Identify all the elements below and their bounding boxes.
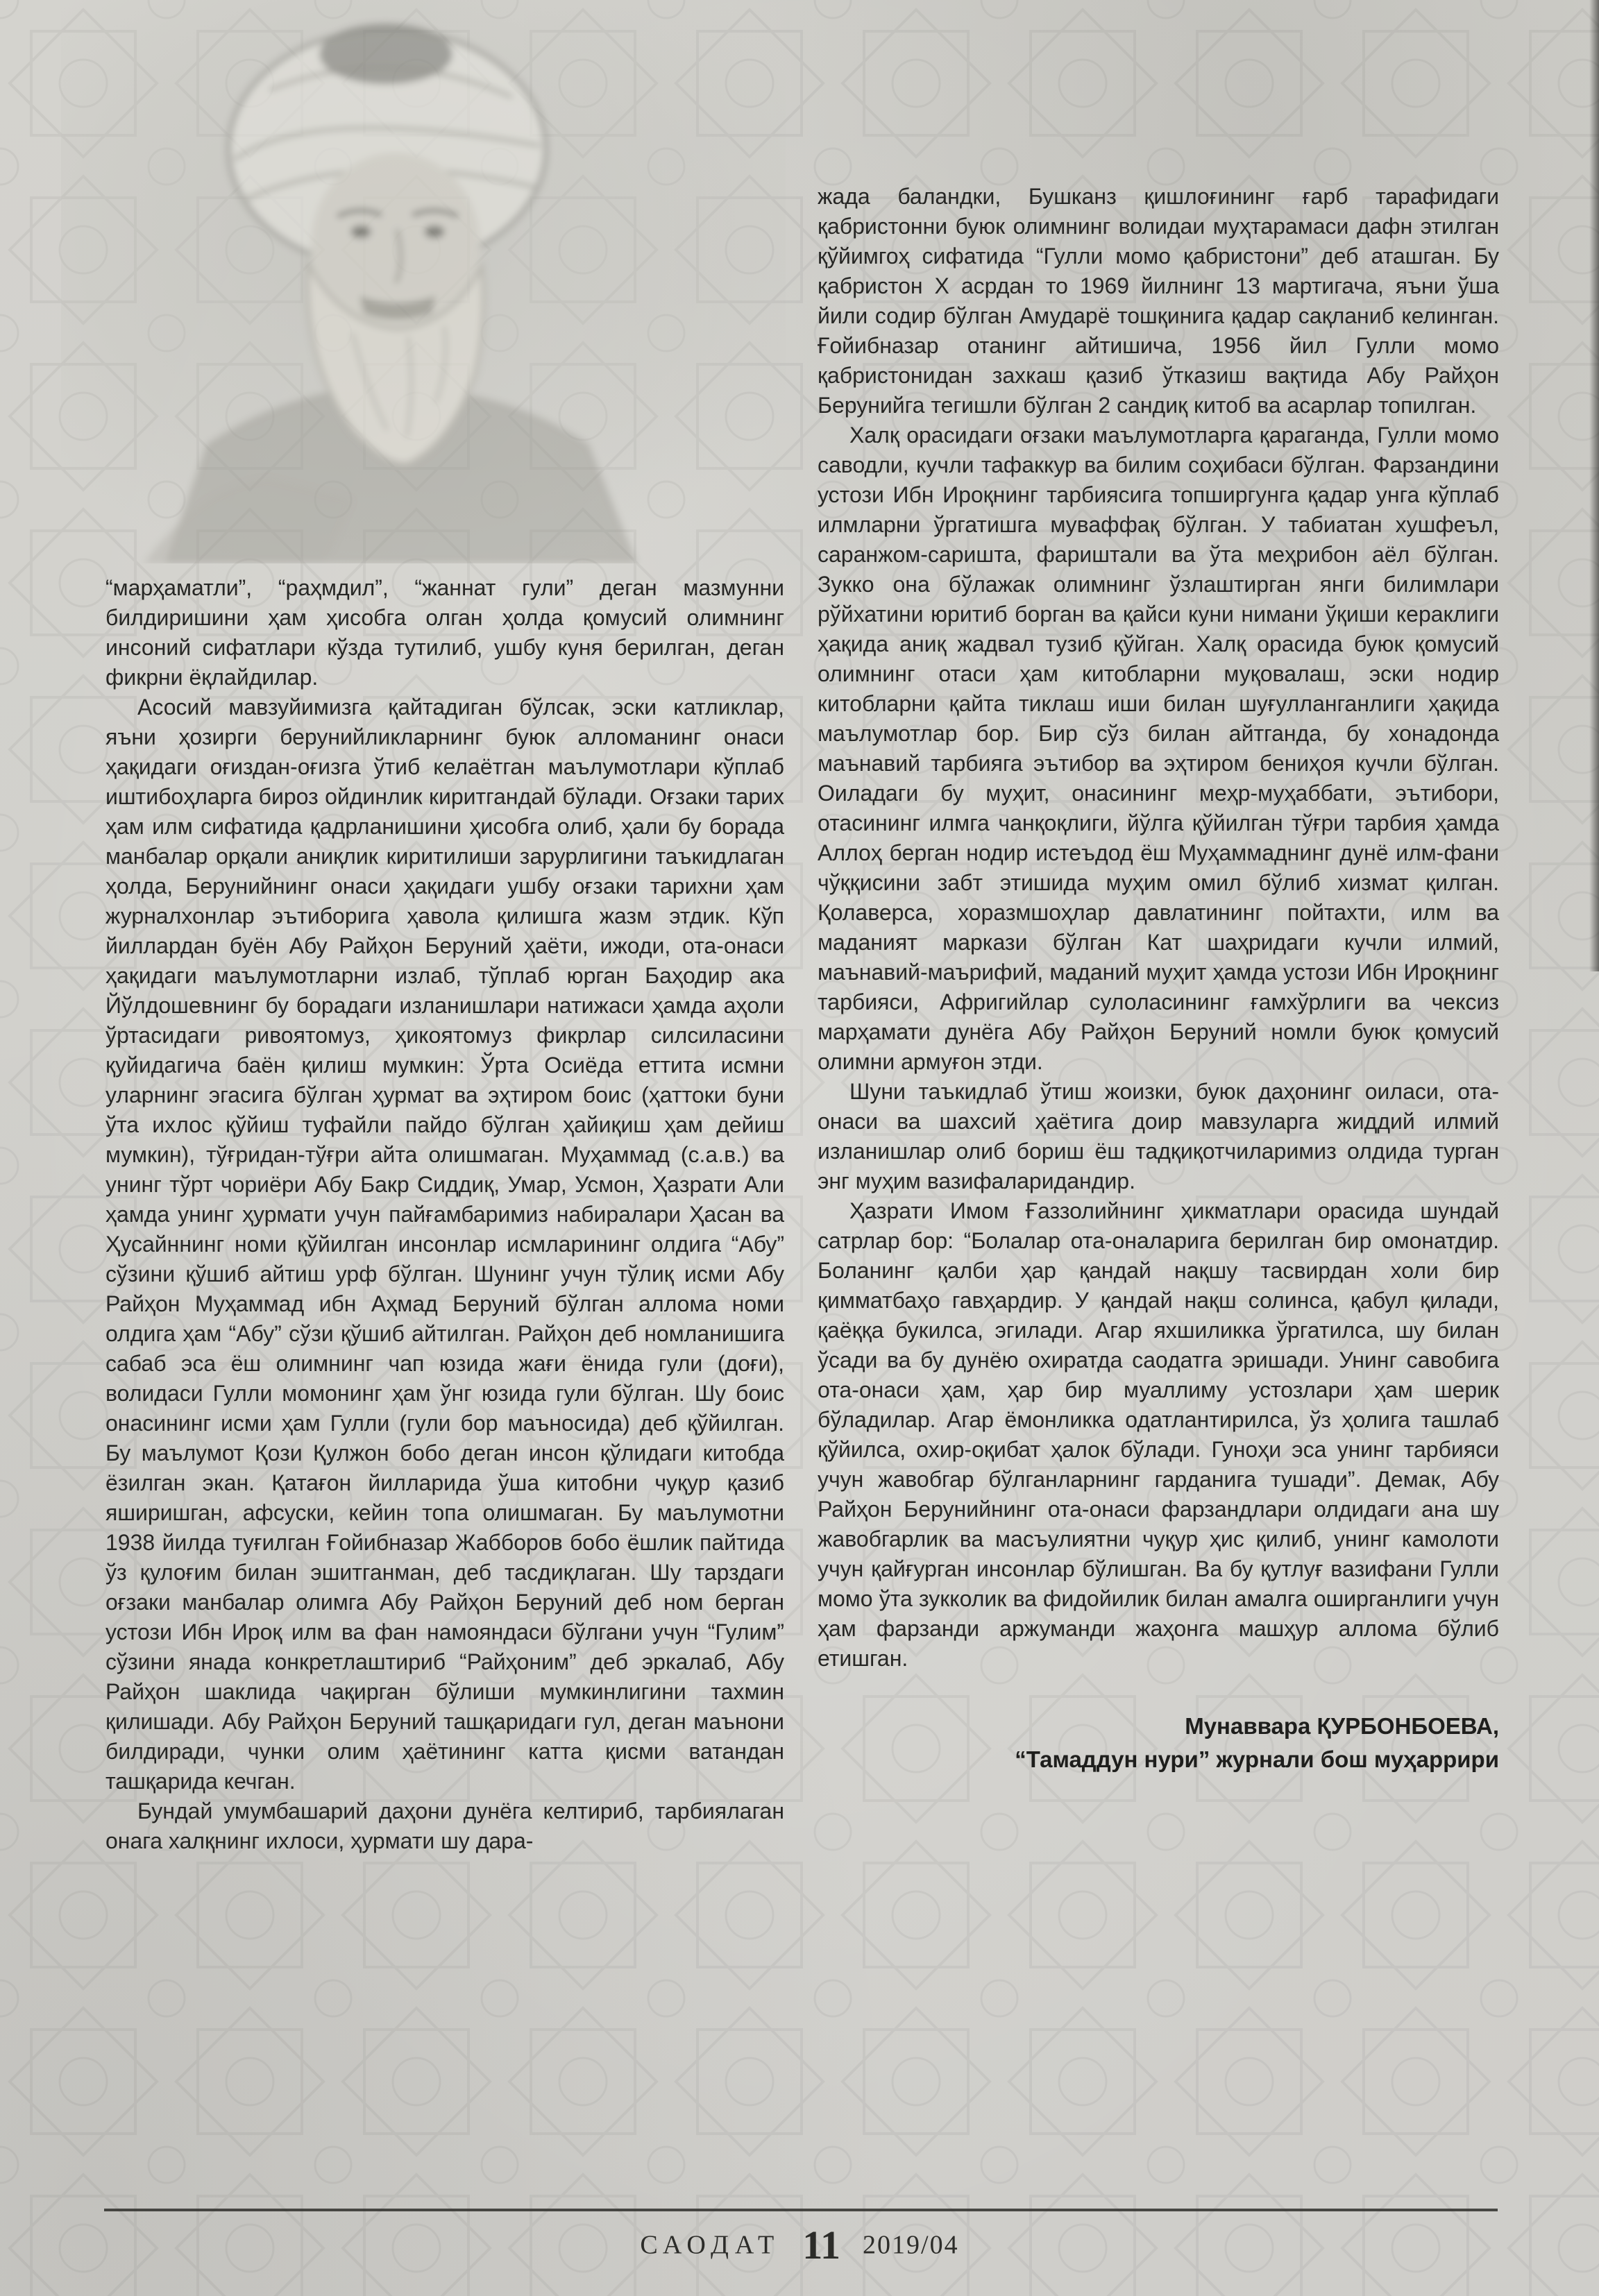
byline-author: Мунаввара ҚУРБОНБОЕВА, (1185, 1713, 1499, 1739)
page-number: 11 (802, 2222, 841, 2268)
article-paragraph: “марҳаматли”, “раҳмдил”, “жаннат гули” деган мазмунни билдиришини ҳам ҳисобга олган ҳолда қомусий олимнинг инсоний сифатлари кўзда тутилиб, ушбу куня берилган, деган фикрни ёқлайдилар. (105, 575, 784, 690)
article-paragraph: Халқ орасидаги оғзаки маълумотларга қараганда, Гулли момо саводли, кучли тафаккур ва билим соҳибаси бўлган. Фарзандини устози Ибн Ироқнинг тарбиясига топширгунга қадар унга кўплаб илмларни ўргатишга муваффақ бўлган. У табиатан хушфеъл, саранжом-саришта, фариштали ва ўта меҳрибон аёл бўлган. Зукко она бўлажак олимнинг ўзлаштирган янги билимлари рўйхатини юритиб борган ва қайси куни нимани ўқиши кераклиги ҳақида аниқ жадвал тузиб қўйган. Халқ орасида буюк қомусий олимнинг отаси ҳам китобларни муқовалаш, эски нодир китобларни қайта тиклаш иши билан шуғулланганлиги ҳақида маълумотлар бор. Бир сўз билан айтганда, бу хонадонда маънавий тарбияга эътибор ва эҳтиром бениҳоя кучли бўлган. Оиладаги бу муҳит, онасининг меҳр-муҳаббати, эътибори, отасининг илмга чанқоқлиги, йўлга қўйилган тўғри тарбия ҳамда Аллоҳ берган нодир истеъдод ёш Муҳаммаднинг дунё илм-фани чўққисини забт этишида муҳим омил бўлиб хизмат қилган. Қолаверса, хоразмшоҳлар давлатининг пойтахти, илм ва маданият маркази бўлган Кат шаҳридаги кучли илмий, маънавий-маърифий, маданий муҳит ҳамда устози Ибн Ироқнинг тарбияси, Афригийлар сулоласининг ғамхўрлиги ва чексиз марҳамати дунёга Абу Райҳон Беруний номли буюк қомусий олимни армуғон этди. (818, 423, 1499, 1074)
article-paragraph: Шуни таъкидлаб ўтиш жоизки, буюк даҳонинг оиласи, ота-онаси ва шахсий ҳаётига доир мавзуларга жиддий илмий изланишлар олиб бориш ёш тадқиқотчиларимиз олдида турган энг муҳим вазифаларидандир. (818, 1079, 1499, 1193)
portrait-turban-cap (319, 24, 452, 85)
magazine-name: САОДАТ (640, 2230, 781, 2260)
byline (818, 1710, 1499, 1776)
beruniy-portrait-image (61, 0, 786, 563)
page-footer (0, 2222, 1599, 2268)
article-paragraph: Ҳазрати Имом Ғаззолийнинг ҳикматлари орасида шундай сатрлар бор: “Болалар ота-оналарига берилган бир омонатдир. Боланинг қалби ҳар қандай нақшу тасвирдан холи бир қимматбаҳо гавҳардир. У қандай нақш солинса, қабул қилади, қаёққа букилса, эгилади. Агар яхшиликка ўргатилса, шу билан ўсади ва бу дунёю охиратда саодатга эришади. Унинг савобига ота-онаси ҳам, ҳар бир муаллиму устозлари ҳам шерик бўладилар. Агар ёмонликка одатлантирилса, ўз ҳолига ташлаб қўйилса, охир-оқибат ҳалок бўлади. Гуноҳи эса унинг тарбияси учун жавобгар бўлганларнинг гарданига тушади”. Демак, Абу Райҳон Берунийнинг ота-онаси фарзандлари олдидаги ана шу жавобгарлик ва масъулиятни чуқур ҳис қилиб, унинг камолоти учун қайғурган инсонлар бўлишган. Ва бу қутлуғ вазифани Гулли момо ўта зукколик ва фидойилик билан амалга оширганлиги учун ҳам фарзанди аржуманди жаҳонга машҳур аллома бўлиб етишган. (818, 1198, 1499, 1671)
article-paragraph: Асосий мавзуйимизга қайтадиган бўлсак, эски катликлар, яъни ҳозирги берунийликларнинг буюк алломанинг онаси ҳақидаги оғиздан-оғизга ўтиб келаётган маълумотлари кўплаб иштибоҳларга бироз ойдинлик киритгандай бўлади. Оғзаки тарих ҳам илм сифатида қадрланишини ҳисобга олиб, ҳали бу борада манбалар орқали аниқлик киритилиши зарурлигини таъкидлаган ҳолда, Берунийнинг онаси ҳақидаги ушбу оғзаки тарихни ҳам журналхонлар эътиборига ҳавола қилишга жазм этдик. Кўп йиллардан буён Абу Райҳон Беруний ҳаёти, ижоди, ота-онаси ҳақидаги маълумотларни излаб, тўплаб юрган Баҳодир ака Йўлдошевнинг бу борадаги изланишлари натижаси ҳамда аҳоли ўртасидаги ривоятомуз, ҳикоятомуз фикрлар силсиласини қуйидагича баён қилиш мумкин: Ўрта Осиёда еттита исмни уларнинг эгасига бўлган ҳурмат ва эҳтиром боис (ҳаттоки буни ўта ихлос қўйиш туфайли пайдо бўлган ҳайиқиш ҳам дейиш мумкин), тўғридан-тўғри айта олишмаган. Муҳаммад (с.а.в.) ва унинг тўрт чориёри Абу Бакр Сиддиқ, Умар, Усмон, Ҳазрати Али ҳамда унинг ҳурмати учун пайғамбаримиз набиралари Ҳасан ва Ҳусайннинг номи қўйилган инсонлар исмларининг олдига “Абу” сўзини қўшиб айтиш урф бўлган. Шунинг учун тўлиқ исми Абу Райҳон Муҳаммад ибн Аҳмад Беруний бўлган аллома номи олдига ҳам “Абу” сўзи қўшиб айтилган. Райҳон деб номланишига сабаб эса ёш олимнинг чап юзида жағи ёнида гули (доғи), волидаси Гулли момонинг ҳам ўнг юзида гули бўлган. Шу боис онасининг исми ҳам Гулли (гули бор маъносида) деб қўйилган. Бу маълумот Қози Қулжон бобо деган инсон қўлидаги китобда ёзилган экан. Қатағон йилларида ўша китобни чуқур қазиб яширишган, афсуски, кейин топа олишмаган. Бу маълумотни 1938 йилда туғилган Ғойибназар Жабборов бобо ёшлик пайтида ўз қулоғим билан эшитганман, деб тасдиқлаган. Шу тарздаги оғзаки манбалар олимга Абу Райҳон Беруний деб ном берган устози Ибн Ироқ илм ва фан намояндаси бўлгани учун “Гулим” сўзини янада конкретлаштириб “Райҳоним” деб эркалаб, Абу Райҳон шаклида чақирган бўлиши мумкинлигини тахмин қилишади. Абу Райҳон Беруний ташқаридаги гул, деган маънони билдиради, чунки олим ҳаётининг катта қисми ватандан ташқарида кечган. (105, 695, 784, 1794)
scan-edge-shadow (1589, 0, 1599, 971)
left-column (105, 573, 784, 1856)
issue-number: 2019/04 (863, 2230, 959, 2260)
article-paragraph: жада баландки, Бушканз қишлоғининг ғарб тарафидаги қабристонни буюк олимнинг волидаи муҳтарамаси дафн этилган қўйимгоҳ сифатида “Гулли момо қабристони” деб аташган. Бу қабристон X асрдан то 1969 йилнинг 13 мартигача, яъни ўша йили содир бўлган Амударё тошқинига қадар сақланиб келинган. Ғойибназар отанинг айтишича, 1956 йил Гулли момо қабристонидан захкаш қазиб ўтказиш вақтида Абу Райҳон Берунийга тегишли бўлган 2 сандиқ китоб ва асарлар топилган. (818, 184, 1499, 418)
footer-rule (104, 2209, 1498, 2211)
byline-role: “Тамаддун нури” журнали бош муҳаррири (1015, 1746, 1499, 1772)
right-column (818, 182, 1499, 1776)
article-paragraph: Бундай умумбашарий даҳони дунёга келтириб, тарбиялаган онага халқнинг ихлоси, ҳурмати шу дара- (105, 1798, 784, 1853)
